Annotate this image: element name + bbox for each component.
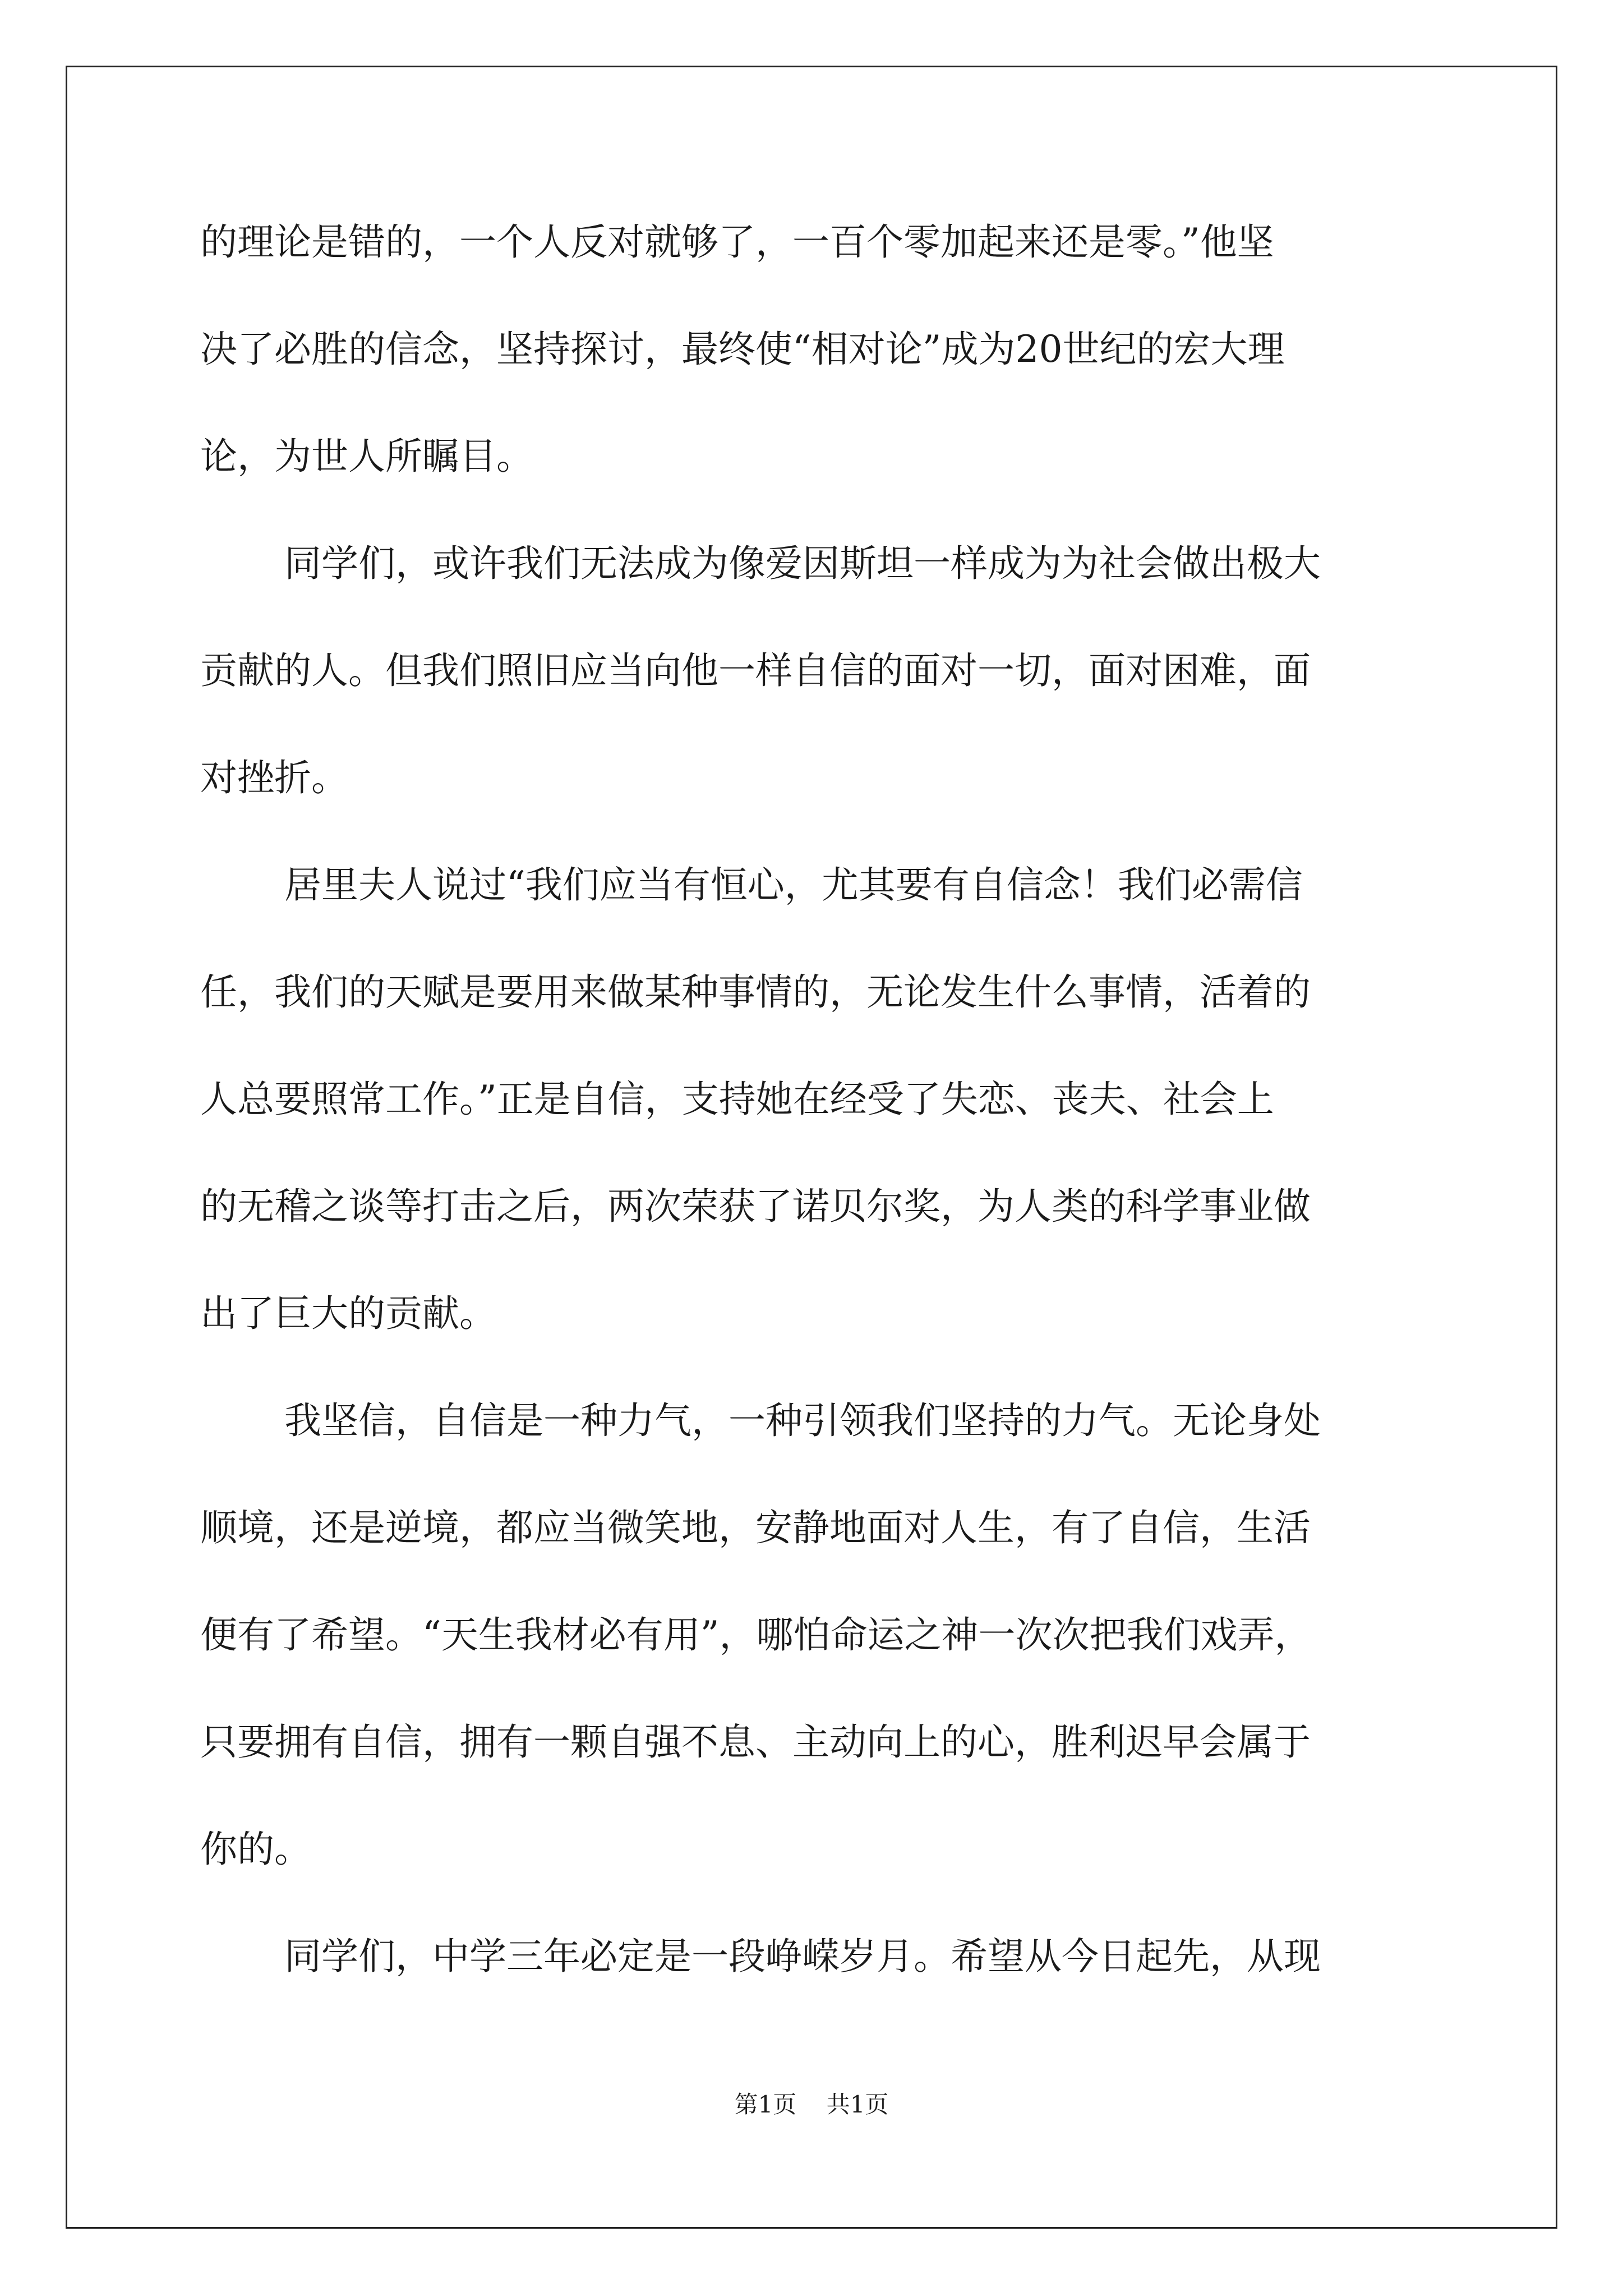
document-body — [200, 215, 1434, 2037]
page-footer — [0, 2088, 1623, 2122]
text-line: 任，我们的天赋是要用来做某种事情的，无论发生什么事情，活着的 — [200, 970, 1311, 1014]
text-line: 只要拥有自信，拥有一颗自强不息、主动向上的心，胜利迟早会属于 — [200, 1720, 1311, 1764]
page-total: 共1页 — [826, 2091, 889, 2118]
text-line: 便有了希望。“天生我材必有用”，哪怕命运之神一次次把我们戏弄， — [200, 1613, 1312, 1657]
text-line: 对挫折。 — [200, 756, 348, 799]
paragraph-first-line: 同学们，或许我们无法成为像爱因斯坦一样成为为社会做出极大 — [284, 542, 1321, 585]
paragraph-first-line: 我坚信，自信是一种力气，一种引领我们坚持的力气。无论身处 — [284, 1399, 1321, 1442]
text-line: 的理论是错的，一个人反对就够了，一百个零加起来还是零。”他坚 — [200, 220, 1274, 264]
text-line: 决了必胜的信念，坚持探讨，最终使“相对论”成为20世纪的宏大理 — [200, 328, 1285, 371]
text-line: 人总要照常工作。”正是自信，支持她在经受了失恋、丧夫、社会上 — [200, 1078, 1274, 1121]
paragraph-first-line: 同学们，中学三年必定是一段峥嵘岁月。希望从今日起先，从现 — [284, 1935, 1321, 1978]
text-line: 论，为世人所瞩目。 — [200, 435, 533, 478]
text-line: 贡献的人。但我们照旧应当向他一样自信的面对一切，面对困难，面 — [200, 649, 1311, 692]
text-line: 出了巨大的贡献。 — [200, 1292, 496, 1335]
text-line: 顺境，还是逆境，都应当微笑地，安静地面对人生，有了自信，生活 — [200, 1506, 1311, 1549]
paragraph-first-line: 居里夫人说过“我们应当有恒心，尤其要有自信念！我们必需信 — [284, 863, 1303, 907]
text-line: 的无稽之谈等打击之后，两次荣获了诺贝尔奖，为人类的科学事业做 — [200, 1185, 1311, 1228]
page-number: 第1页 — [734, 2091, 797, 2118]
text-line: 你的。 — [200, 1828, 311, 1871]
